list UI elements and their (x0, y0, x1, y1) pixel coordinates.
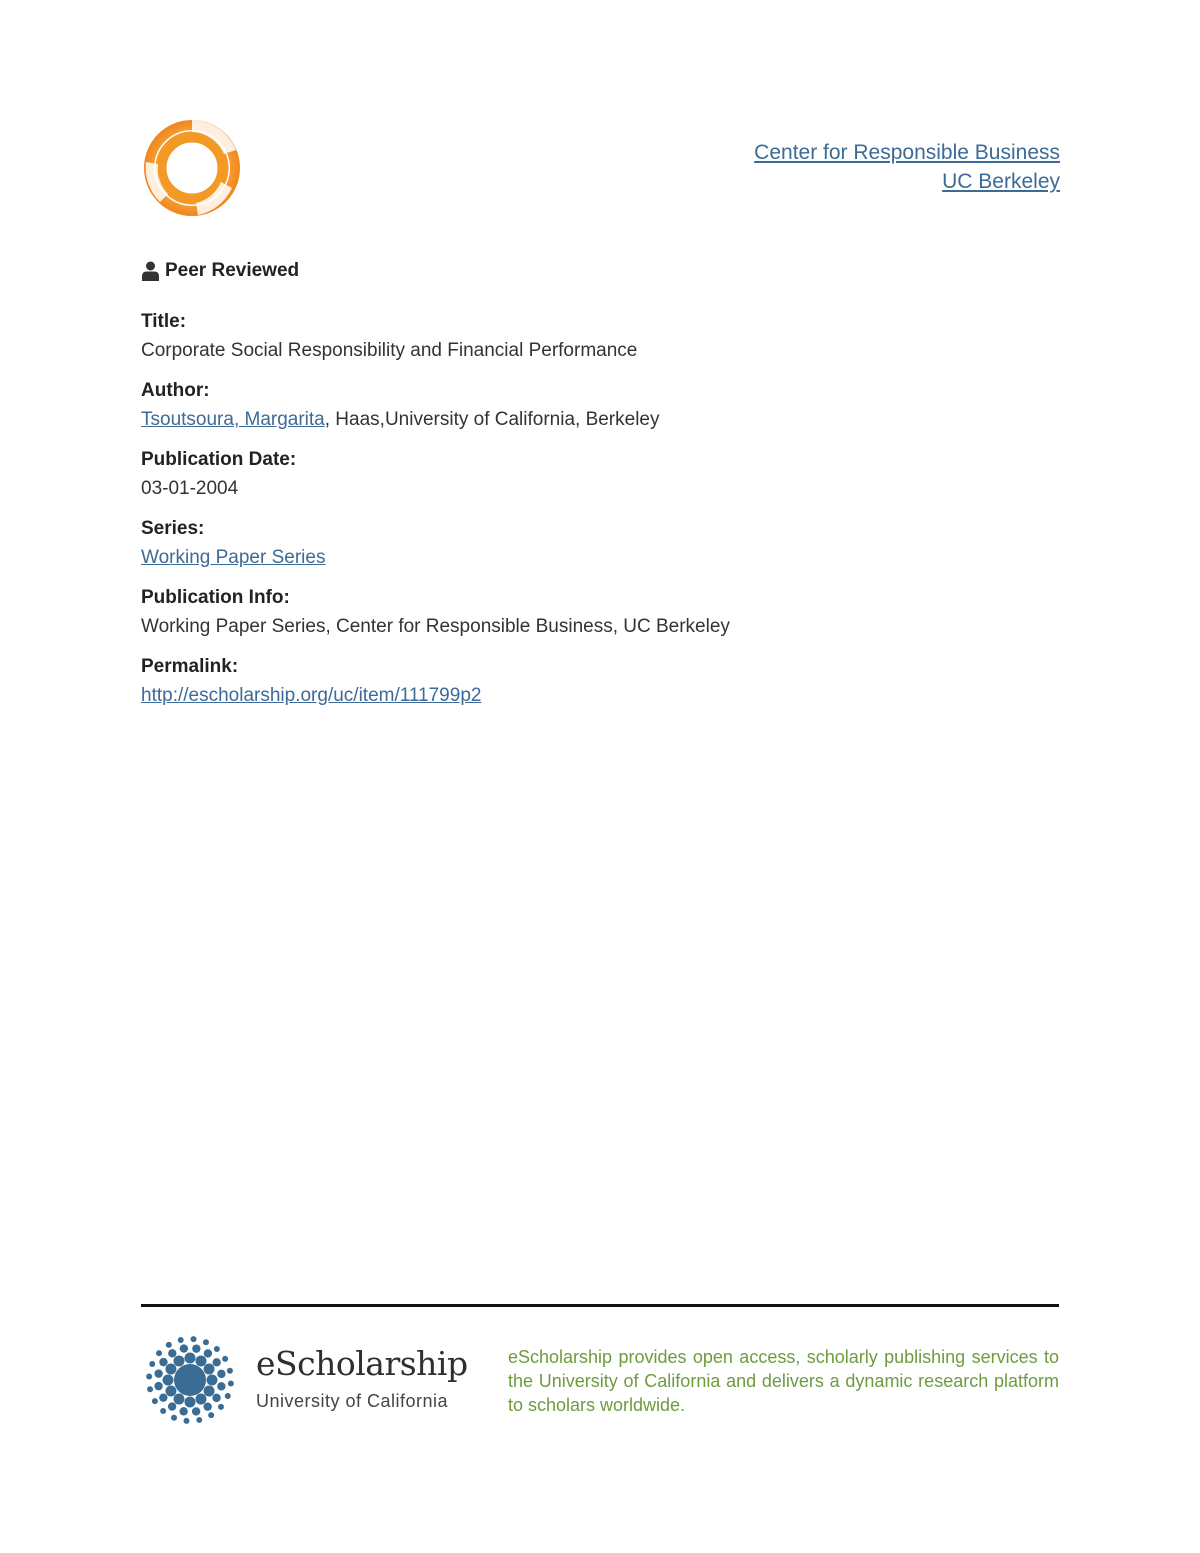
peer-reviewed-badge (142, 260, 299, 282)
author-field (141, 377, 1061, 434)
series-value (141, 543, 1061, 572)
publication-date-field (141, 446, 1061, 503)
metadata-list (141, 308, 1061, 722)
author-label: Author: (141, 380, 210, 401)
author-affiliation: , Haas,University of California, Berkeley (324, 409, 660, 430)
header-links (754, 138, 1060, 196)
series-label: Series: (141, 518, 205, 539)
footer-brand-name: eScholarship (256, 1344, 468, 1383)
series-field (141, 515, 1061, 572)
series-link[interactable]: Working Paper Series (141, 547, 326, 568)
publication-info-value: Working Paper Series, Center for Responsible Business, UC Berkeley (141, 616, 730, 637)
publication-date-label: Publication Date: (141, 449, 297, 470)
author-link[interactable]: Tsoutsoura, Margarita (141, 409, 325, 430)
org-link[interactable]: Center for Responsible Business (754, 141, 1060, 164)
permalink-label: Permalink: (141, 656, 239, 677)
university-link[interactable]: UC Berkeley (942, 170, 1060, 193)
publication-info-field (141, 584, 1061, 641)
title-label: Title: (141, 311, 187, 332)
title-field (141, 308, 1061, 365)
escholarship-circle-logo-icon (140, 116, 244, 220)
title-value: Corporate Social Responsibility and Financial Performance (141, 340, 638, 361)
permalink-value (141, 681, 1061, 710)
publication-info-label: Publication Info: (141, 587, 290, 608)
person-icon (142, 261, 159, 281)
author-value (141, 405, 1061, 434)
peer-reviewed-label: Peer Reviewed (165, 260, 300, 281)
permalink-link[interactable]: http://escholarship.org/uc/item/111799p2 (141, 685, 482, 706)
footer-divider (141, 1304, 1059, 1307)
footer-description: eScholarship provides open access, scholarly publishing services to the University of California and delivers a dynamic research platform to scholars worldwide. (508, 1347, 1059, 1415)
permalink-field (141, 653, 1061, 710)
publication-date-value: 03-01-2004 (141, 478, 239, 499)
footer-brand-subtitle: University of California (256, 1391, 449, 1411)
